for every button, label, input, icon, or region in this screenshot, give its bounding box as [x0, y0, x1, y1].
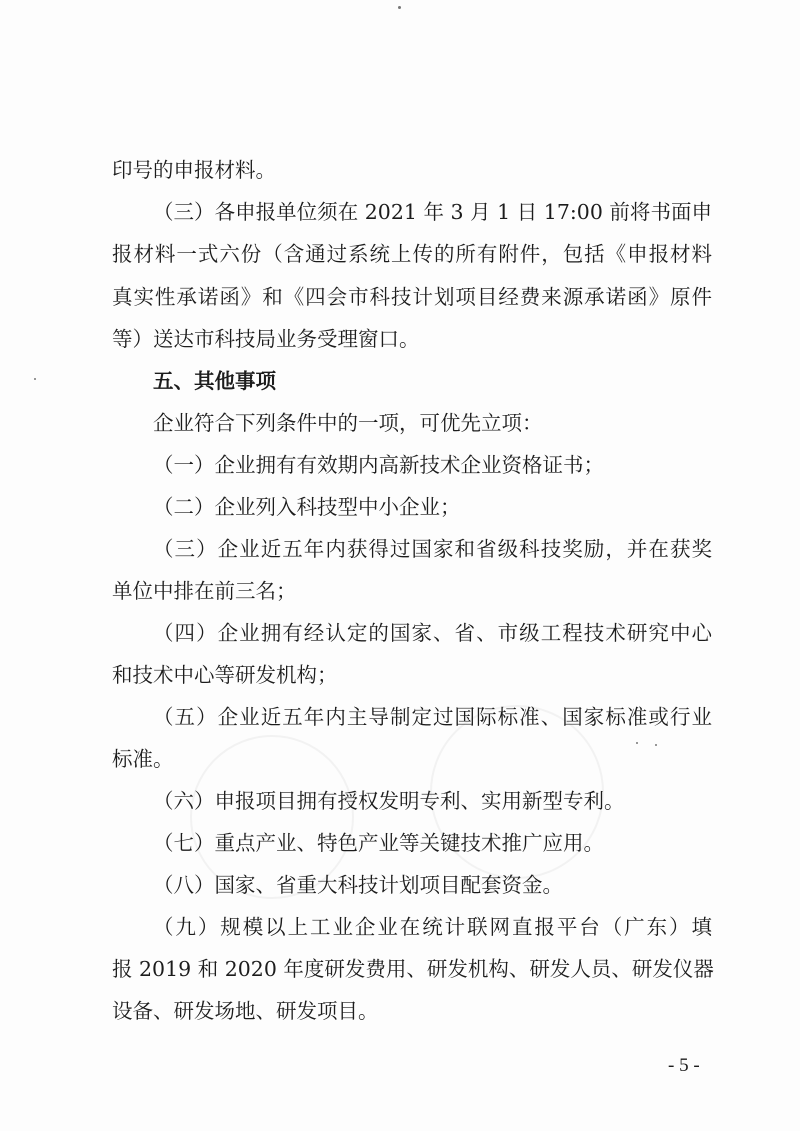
scan-speck: [34, 378, 36, 380]
text-line: （八）国家、省重大科技计划项目配套资金。: [153, 873, 563, 897]
scan-speck: [636, 742, 638, 744]
text-line: （六）申报项目拥有授权发明专利、实用新型专利。: [153, 789, 625, 813]
text-line: 真实性承诺函》和《四会市科技计划项目经费来源承诺函》原件: [112, 285, 712, 309]
section-heading: 五、其他事项: [153, 369, 276, 393]
text-line: 等）送达市科技局业务受理窗口。: [112, 327, 420, 351]
text-line: （二）企业列入科技型中小企业；: [153, 495, 461, 519]
text-line: （五）企业近五年内主导制定过国际标准、国家标准或行业: [153, 705, 712, 729]
text-line: 设备、研发场地、研发项目。: [112, 999, 379, 1023]
text-line: 单位中排在前三名；: [112, 579, 297, 603]
text-line: 报材料一式六份（含通过系统上传的所有附件，包括《申报材料: [112, 242, 712, 266]
page-number: - 5 -: [668, 1055, 700, 1076]
text-line: （七）重点产业、特色产业等关键技术推广应用。: [153, 831, 604, 855]
text-line: 印号的申报材料。: [112, 158, 276, 182]
text-line: （四）企业拥有经认定的国家、省、市级工程技术研究中心: [153, 621, 712, 645]
text-line: 报 2019 和 2020 年度研发费用、研发机构、研发人员、研发仪器: [112, 957, 714, 981]
text-line: 标准。: [112, 747, 174, 771]
text-line: （一）企业拥有有效期内高新技术企业资格证书；: [153, 453, 604, 477]
text-line: （九）规模以上工业企业在统计联网直报平台（广东）填: [153, 915, 712, 939]
text-line: 企业符合下列条件中的一项，可优先立项：: [153, 411, 543, 435]
text-line: 和技术中心等研发机构；: [112, 663, 338, 687]
text-line: （三）各申报单位须在 2021 年 3 月 1 日 17:00 前将书面申: [153, 200, 712, 224]
scan-speck: [398, 6, 401, 9]
text-line: （三）企业近五年内获得过国家和省级科技奖励，并在获奖: [153, 537, 712, 561]
scan-speck: [655, 744, 657, 746]
